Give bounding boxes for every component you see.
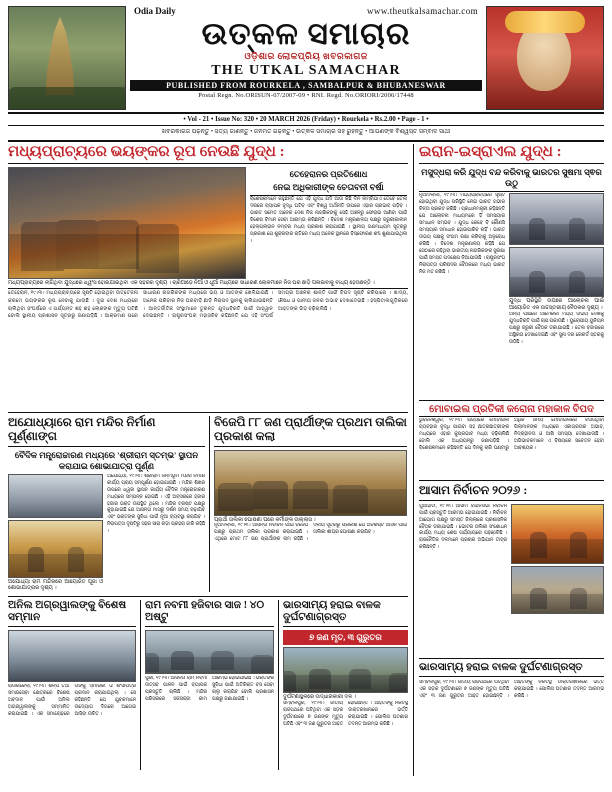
- ayodhya-text: [107, 474, 205, 593]
- iran-text-col: [419, 193, 505, 396]
- bjp-photo: [214, 450, 407, 516]
- bottom-right-body: ସମ୍ବଲପୁର, ୧୯।୩। ଜାତୀୟ ରାଜପଥରେ ଘଟିଥିବା ଏକ ସଡ଼କ ଦୁର୍ଘଟଣାରେ ୭ ଜଣଙ୍କ ମୃତ୍ୟୁ ଘଟିଛି ଏବଂ ୩ ଜଣ ଗୁରୁତର ଆହତ ହୋଇଛନ୍ତି । ଆହତଙ୍କୁ ନିକଟସ୍ଥ ଡାକ୍ତରଖାନାରେ ଭର୍ତ୍ତି କରାଯାଇଛି । ପୋଲିସ ଘଟଣାର ତଦନ୍ତ ଆରମ୍ଭ କରିଛି ।: [283, 701, 408, 727]
- mobile-headline: ମୋବାଇଲ ପ୍ରତିକୀ କରୋନା ମହାକାଳ ବିପଦ: [429, 403, 594, 415]
- assam-photo-1: [511, 504, 604, 564]
- iran-row: [419, 193, 604, 396]
- mobile-rule: [419, 416, 604, 417]
- bjp-photo-caption: ପ୍ରାର୍ଥୀ ତାଲିକା ଘୋଷଣା ପରେ କର୍ମୀଙ୍କ ଉଲ୍ଲାସ ।: [214, 516, 316, 523]
- lead-subhead-2: ନେଇ ଅଧିକାରୀଙ୍କ ଚେତାବନୀ ବର୍ଷା: [273, 182, 384, 193]
- iran-subhead: ମସୁଦ୍ଧରା କରି ଯୁଦ୍ଧ ବନ୍ଦ କରିବାକୁ ଭାରତର ସୁଷମା ସ୍ଵର ଉଠୁ: [421, 167, 602, 189]
- iran-body-2: ଅନ୍ୟ ପକ୍ଷରେ ଆମେରିକା ମଧ୍ୟ ଉଭୟ ଦେଶକୁ ଯୁଦ୍ଧବିରତି ପାଇଁ ଚାପ ପକାଉଛି । ୟୁରୋପୀୟ ୟୁନିୟନ ପକ୍ଷରୁ ଜରୁରୀ ବୈଠକ ଡକାଯାଇଛି । ତେଲ ବଜାରରେ ଅସ୍ଥିରତା ଦେଖାଦେଇଛି ଏବଂ ସୁନା ଦର ରେକର୍ଡ ସ୍ତରକୁ ଉଠିଛି ।: [509, 311, 604, 345]
- assam-media: [511, 504, 604, 654]
- right-bottom-body: ସମ୍ବଲପୁର, ୧୯।୩। ଜାତୀୟ ରାଜପଥରେ ଘଟିଥିବା ଏକ ସଡ଼କ ଦୁର୍ଘଟଣାରେ ୭ ଜଣଙ୍କ ମୃତ୍ୟୁ ଘଟିଛି ଏବଂ ୩ ଜଣ ଗୁରୁତର ଆହତ ହୋଇଛନ୍ତି । ଆହତଙ୍କୁ ନିକଟସ୍ଥ ଡାକ୍ତରଖାନାରେ ଭର୍ତ୍ତି କରାଯାଇଛି । ପୋଲିସ ଘଟଣାର ତଦନ୍ତ ଆରମ୍ଭ କରିଛି ।: [419, 679, 604, 699]
- lead-photo-block: [8, 167, 246, 279]
- casualty-band: ୭ ଜଣ ମୃତ, ୩ ଗୁରୁତର: [283, 630, 408, 645]
- ayodhya-headline: ଅଯୋଧ୍ୟାରେ ରାମ ମନ୍ଦିର ନିର୍ମାଣ ପୂର୍ଣ୍ଣାଙ୍ଗ: [8, 416, 205, 447]
- masthead: [8, 6, 604, 110]
- masthead-left-photo: [8, 6, 126, 110]
- bottom-left-headline: ଅନିଲ ଅଗ୍ରୱାଲଙ୍କୁ ବିଶେଷ ସମ୍ମାନ: [8, 600, 136, 627]
- lead-photo: [8, 167, 246, 279]
- ayodhya-body: ଅଯୋଧ୍ୟା, ୧୯।୩। ଶ୍ରୀରାମ ଜନ୍ମଭୂମି ମନ୍ଦିର ନିର୍ମାଣ କାର୍ଯ୍ୟ ପ୍ରାୟ ସମ୍ପୂର୍ଣ୍ଣ ହୋଇଯାଇଛି । ମନ୍ଦିର ଶିଖର ଉପରେ ଧ୍ୱଜା ସ୍ଥାପନ କାର୍ଯ୍ୟ ବୈଦିକ ମନ୍ତ୍ରୋଚ୍ଚାରଣ ମଧ୍ୟରେ ସମ୍ପନ୍ନ ହୋଇଛି । ଏହି ଅବସରରେ ହଜାର ହଜାର ଭକ୍ତ ଉପସ୍ଥିତ ଥିଲେ । ମନ୍ଦିର ଟ୍ରଷ୍ଟ ପକ୍ଷରୁ କୁହାଯାଇଛି ଯେ ଆସନ୍ତା ମାସରୁ ଦର୍ଶନ ସମୟ ବଢ଼ାଯିବ ଏବଂ ଭକ୍ତଙ୍କ ସୁବିଧା ପାଇଁ ନୂଆ ବ୍ୟବସ୍ଥା କରାଯିବ । ନିରାପତ୍ତା ଦୃଷ୍ଟିରୁ ସହର ସାରା କଡ଼ା ପ୍ରହରା ଜାରି ରହିଛି ।: [107, 473, 205, 535]
- assam-body: ଗୁଆହାଟୀ, ୧୯।୩। ଆସାମ ବିଧାନସଭା ନିର୍ବାଚନ ପାଇଁ ପ୍ରସ୍ତୁତି ଆରମ୍ଭ ହୋଇଯାଇଛି । ନିର୍ବାଚନ ଆୟୋଗ ପକ୍ଷରୁ ସମସ୍ତ ଜିଲ୍ଲାରେ ପ୍ରଶାସନିକ ବୈଠକ ଡକାଯାଇଛି । ଭୋଟର ତାଲିକା ସଂଶୋଧନ କାର୍ଯ୍ୟ ମଧ୍ୟ ଶେଷ ପର୍ଯ୍ୟାୟରେ ପହଞ୍ôଚିଛି । ରାଜନୈତିକ ଦଳମାନେ ପ୍ରଚାର ଅଭିଯାନ ତୀବ୍ର କରିଛନ୍ତି ।: [419, 503, 507, 551]
- main-column: [8, 144, 408, 776]
- iran-headline: ଇରାନ-ଇସ୍ରାଏଲ ଯୁଦ୍ଧ :: [419, 144, 604, 164]
- bjp-block: [209, 416, 407, 592]
- issue-line: • Vol - 21 • Issue No: 320 • 20 MARCH 2026 (Friday) • Rourkela • Rs.2.00 • Page - 1 •: [183, 116, 429, 123]
- bottom-left-body: ରାଉରକେଲା, ୧୯।୩। ଶିଳ୍ପ ତଥା ସମାଜସେବା କ୍ଷେତ୍ରରେ ବିଶେଷ ଅବଦାନ ପାଇଁ ଅନିଲ ଅଗ୍ରୱାଲଙ୍କୁ ସମ୍ମାନିତ କରାଯାଇଛି । ଏକ ସମାରୋହରେ ତାଙ୍କୁ ସ୍ମାରକୀ ଓ ଶଂସାପତ୍ର ପ୍ରଦାନ କରାଯାଇଥିଲା । ସେ କହିଛନ୍ତି ଯେ ଯୁବକମାନେ ଉଦ୍ୟୋଗ ଦିଗରେ ଆଗେଇ ଆସିବା ଉଚିତ ।: [8, 684, 136, 718]
- bottom-right-photo-caption: ଦୁର୍ଘଟଣାସ୍ଥଳରେ ଉଦ୍ଧାରକାରୀ ଦଳ ।: [283, 694, 356, 701]
- ayodhya-photo-portrait: [8, 474, 103, 518]
- bottom-mid-headline: ରାମ ନବମୀ ହଜିବାର ସାଜ ! ୪୦ ଅଷ୍ଟୁ: [145, 600, 274, 627]
- masthead-center: [130, 6, 482, 110]
- masthead-title-odia: ଉତ୍କଳ ସମାଚାର: [201, 16, 411, 51]
- assam-headline: ଆସାମ ନିର୍ବାଚନ ୨୦୨୬ :: [419, 484, 604, 501]
- bottom-mid-body: ପୁରୀ, ୧୯।୩। ଆସନ୍ତା ରାମ ନବମୀ ଉତ୍ସବ ପାଳନ ପାଇଁ ବ୍ୟାପକ ପ୍ରସ୍ତୁତି ଚାଲିଛି । ମନ୍ଦିର ପରିସରରେ ସଜସଜ୍ଜା କାମ ଆରମ୍ଭ ହୋଇଯାଇଛି । ଭକ୍ତଙ୍କ ସୁବିଧା ପାଇଁ ଅତିରିକ୍ତ ବସ ସେବା ଚାଲୁ କରାଯିବ ବୋଲି ପ୍ରଶାସନ ପକ୍ଷରୁ ଜଣାଯାଇଛି ।: [145, 676, 274, 703]
- masthead-title-english: THE UTKAL SAMACHAR: [211, 62, 401, 78]
- bottom-right-photo: [283, 647, 408, 693]
- ayodhya-block: [8, 416, 205, 592]
- registration-line: Postal Regn. No.ORISUN-07/2007-09 • RNI. Regd. No.ORIORI/2006/17448: [198, 91, 414, 99]
- website-url[interactable]: www.theutkalsamachar.com: [367, 6, 478, 16]
- iran-rule: [419, 191, 604, 192]
- iran-photo-2: [509, 247, 604, 297]
- bottom-right-block: [278, 600, 408, 770]
- bjp-headline: ବିଜେପି ୮୮ ଜଣ ପ୍ରାର୍ଥୀଙ୍କ ପ୍ରଥମ ତାଲିକା ପ୍ରକାଶ କଲା: [214, 416, 407, 447]
- bottom-section: [8, 596, 408, 770]
- bottom-left-block: [8, 600, 136, 770]
- iran-body: ନୂଆଦିଲ୍ଲୀ, ୧୯।୩। ମଧ୍ୟପ୍ରାଚ୍ୟରେ ସୃଷ୍ଟି ହୋଇଥିବା ଯୁଦ୍ଧ ପରିସ୍ଥିତି ନେଇ ଭାରତ ଗଭୀର ଚିନ୍ତା ପ୍ରକଟ କରିଛି । ପ୍ରଧାନମନ୍ତ୍ରୀ କହିଛନ୍ତି ଯେ ଆଲୋଚନା ମାଧ୍ୟମରେ ହିଁ ସମସ୍ୟାର ସମାଧାନ ସମ୍ଭବ । ଯୁଦ୍ଧ କେବେ ବି କୌଣସି ସମସ୍ୟାର ସମାଧାନ ହୋଇପାରିବ ନାହିଁ । ଭାରତ ଉଭୟ ପକ୍ଷକୁ ସଂଯମ ରକ୍ଷା କରିବାକୁ ଅନୁରୋଧ କରିଛି । ବିଦେଶ ମନ୍ତ୍ରଣାଳୟ କହିଛି ଯେ ସେଠାରେ ରହିଥିବା ଭାରତୀୟ ନାଗରିକଙ୍କ ସୁରକ୍ଷା ପାଇଁ ସମସ୍ତ ପଦକ୍ଷେପ ନିଆଯାଉଛି । ରାଷ୍ଟ୍ରସଂଘ ନିରାପତ୍ତା ପରିଷଦର ବୈଠକରେ ମଧ୍ୟ ଭାରତ ନିଜ ମତ ରଖିଛି ।: [419, 193, 505, 275]
- banner-strip: ଖବରକାଗଜ ପଢ଼ନ୍ତୁ • ସତ୍ୟ ଜାଣନ୍ତୁ • ଜନମତ ଗଢ଼ନ୍ତୁ • ଉତ୍କଳ ସମାଚାର ସହ ରୁହନ୍ତୁ • ଆପଣଙ୍କ ବିଶ୍ୱସ୍ତ ସମ୍ବାଦ ସାଥୀ: [161, 128, 451, 135]
- mobile-body: ଭୁବନେଶ୍ୱର, ୧୯।୩। ରାଜ୍ୟରେ ମୋବାଇଲ ବ୍ୟବହାର ବୃଦ୍ଧି ପାଇବା ସହ ଛାତ୍ରଛାତ୍ରୀଙ୍କ ମଧ୍ୟରେ ଏହାର କୁପ୍ରଭାବ ମଧ୍ୟ ବଢ଼ିଚାଲିଛି ବୋଲି ଏକ ଅଧ୍ୟୟନରୁ ଜଣାପଡ଼ିଛି । ବିଶେଷଜ୍ଞମାନେ କହିଛନ୍ତି ଯେ ଦିନକୁ ଚାରି ଘଣ୍ଟାରୁ ଅଧିକ ସମୟ ମୋବାଇଲରେ ବିତାଉଥିବା ପିଲାମାନଙ୍କ ମଧ୍ୟରେ ଏକାଗ୍ରତାର ଅଭାବ, ନିଦ୍ରାହୀନତା ଓ ଆଖି ସମସ୍ୟା ଦେଖାଯାଉଛି । ଅଭିଭାବକମାନେ ଏ ବିଷୟରେ ସଚେତନ ହେବା ଆବଶ୍ୟକ ।: [419, 417, 604, 451]
- second-section: [8, 412, 408, 592]
- masthead-rule: [8, 112, 604, 114]
- content-grid: [8, 144, 604, 776]
- lead-body-left: ତେହେରାନ, ୧୯।୩। ମଧ୍ୟପ୍ରାଚ୍ୟରେ ସୃଷ୍ଟି ହୋଇଥିବା ଉତ୍ତେଜନା କ୍ରମେ ଭୟଙ୍କର ରୂପ ନେବାକୁ ଯାଉଛି । ଦୁଇ ଦେଶ ମଧ୍ୟରେ ଚାଲିଥିବା ସଂଘର୍ଷରେ ଏ ପର୍ଯ୍ୟନ୍ତ ଶହ ଶହ ଲୋକଙ୍କ ମୃତ୍ୟୁ ଘଟିଛି ବୋଲି ସ୍ଥାନୀୟ ପ୍ରଶାସନ ସୂତ୍ରରୁ ଜଣାପଡ଼ିଛି । ଆକ୍ରମଣ ପରେ ସାଧାରଣ ନାଗରିକଙ୍କ ମଧ୍ୟରେ ଭୟ ଓ ଆତଙ୍କ ଖେଳିଯାଇଛି । ଅନେକ ପରିବାର ନିଜ ଘରବାଡ଼ି ଛାଡ଼ି ନିରାପଦ ସ୍ଥାନକୁ ଚାଲିଯାଇଛନ୍ତି । ଆନ୍ତର୍ଜାତିକ ସଂସ୍ଥାମାନେ ତୁରନ୍ତ ଯୁଦ୍ଧବିରତି ପାଇଁ ଆହ୍ୱାନ ଦେଇଛନ୍ତି । ରାଷ୍ଟ୍ରସଂଘର ମହାସଚିବ କହିଛନ୍ତି ଯେ ଏହି ସଂଘର୍ଷ ସମଗ୍ର ଅଞ୍ଚଳର ଶାନ୍ତି ପାଇଁ ବିପଦ ସୃଷ୍ଟି କରିପାରେ । ଖାଦ୍ୟ, ଔଷଧ ଓ ପାନୀୟ ଜଳର ଅଭାବ ଦେଖାଦେଇଛି । ହସ୍ପିଟାଲଗୁଡ଼ିକରେ ଆହତଙ୍କ ଭିଡ଼ ବଢ଼ିଚାଲିଛି ।: [8, 290, 408, 320]
- ayodhya-subhead: ବୈଦିକ ମନ୍ତ୍ରୋଚ୍ଚାରଣ ମଧ୍ୟରେ 'ଶ୍ରୀରାମ ସ୍ତମ୍ଭ' ସ୍ଥାପନ କରାଯାଇ ଶୋଭାଯାତ୍ରା ପୂର୍ଣ୍ଣ: [14, 449, 199, 471]
- right-bottom-section: [419, 658, 604, 776]
- ayodhya-photo-temple: [8, 520, 103, 578]
- assam-row: [419, 504, 604, 654]
- bottom-right-headline: ଭାରସାମ୍ୟ ହରାଇ ବାଳକ ଦୁର୍ଘଟଣାଗ୍ରସ୍ତ: [283, 600, 408, 627]
- iran-photo-1: [509, 193, 604, 245]
- ayodhya-photo-caption: ଅଯୋଧ୍ୟା ରାମ ମନ୍ଦିରରେ ଆୟୋଜିତ ପୂଜା ଓ ଶୋଭାଯାତ୍ରାର ଦୃଶ୍ୟ ।: [8, 578, 103, 592]
- mobile-section: [419, 400, 604, 476]
- lead-photo-caption: ମଧ୍ୟପ୍ରାଚ୍ୟରେ ଲାଗିଥିବା ଯୁଦ୍ଧରେ ଧ୍ୱଂସ ହୋଇଯାଇଥିବା ଏକ ସହରର ଦୃଶ୍ୟ । ଚାରିଆଡ଼େ ନିଆଁ ଓ ଧୂଆଁ ମଧ୍ୟରେ ସାଧାରଣ ଲୋକମାନେ ନିଜ ଘର ଛାଡ଼ି ପଳାଇବାକୁ ବାଧ୍ୟ ହେଉଛନ୍ତି ।: [8, 280, 375, 287]
- iran-photo-caption: ଯୁଦ୍ଧ ପରିସ୍ଥିତି ଉପରେ ଆଲୋଚନା ପାଇଁ ଆୟୋଜିତ ଏକ ଉଚ୍ଚସ୍ତରୀୟ ବୈଠକର ଦୃଶ୍ୟ ।: [509, 298, 604, 312]
- masthead-right-photo: [486, 6, 604, 110]
- right-bottom-headline: ଭାରସାମ୍ୟ ହରାଇ ବାଳକ ଦୁର୍ଘଟଣାଗ୍ରସ୍ତ: [419, 662, 604, 677]
- assam-text: [419, 504, 507, 654]
- issue-rule: [8, 125, 604, 126]
- iran-media-col: [509, 193, 604, 396]
- masthead-subtitle-odia: ଓଡ଼ିଶାର ଲୋକପ୍ରିୟ ଖବରକାଗଜ: [244, 50, 368, 61]
- ayodhya-photos: [8, 474, 103, 593]
- assam-section: [419, 480, 604, 654]
- ayodhya-media-row: [8, 474, 205, 593]
- right-column: [413, 144, 604, 776]
- lead-subhead-block: [250, 167, 407, 279]
- lead-subhead-1: ତେହେରାନର ପ୍ରତିଶୋଧ: [289, 169, 368, 180]
- bjp-body: ନୂଆଦିଲ୍ଲୀ, ୧୯।୩। ଆସନ୍ତା ନିର୍ବାଚନ ପାଇଁ ବିଜେପି ପକ୍ଷରୁ ପ୍ରଥମ ତାଲିକା ପ୍ରକାଶ କରାଯାଇଛି । ଏଥିରେ ମୋଟ ୮୮ ଜଣ ପ୍ରାର୍ଥୀଙ୍କ ନାମ ରହିଛି । ଦଳୀୟ ସୂତ୍ରରୁ ପ୍ରକାଶ ଯେ ଅବଶିଷ୍ଟ ଆସନ ପାଇଁ ତାଲିକା ଶୀଘ୍ର ଘୋଷଣା କରାଯିବ ।: [214, 523, 407, 543]
- bottom-left-photo: [8, 630, 136, 682]
- bottom-mid-block: [140, 600, 274, 770]
- bottom-mid-photo: [145, 630, 274, 674]
- lead-top-row: [8, 167, 408, 279]
- odia-daily-label: Odia Daily: [134, 6, 176, 16]
- lead-headline: ମଧ୍ୟପ୍ରାଚ୍ୟରେ ଭୟଙ୍କର ରୂପ ନେଉଛି ଯୁଦ୍ଧ :: [8, 144, 408, 164]
- assam-photo-2: [511, 566, 604, 614]
- banner-rule: [8, 140, 604, 142]
- published-from-band: PUBLISHED FROM ROURKELA , SAMBALPUR & BHUBANESWAR: [130, 80, 482, 91]
- lead-body-right: ବିଶେଷଜ୍ଞମାନେ କହୁଛନ୍ତି ଯେ ଏହି ଯୁଦ୍ଧ ଯଦି ଆଉ କିଛି ଦିନ ଲମ୍ବିଯାଏ ତେବେ ତେଲ ଦରରେ ବ୍ୟାପକ ବୃଦ୍ଧି ଘଟିବ ଏବଂ ବିଶ୍ୱ ଅର୍ଥନୀତି ଉପରେ ଏହାର ପ୍ରଭାବ ପଡ଼ିବ । ଭାରତ ସମେତ ଅନେକ ଦେଶ ନିଜ ନାଗରିକଙ୍କୁ ସେହି ଅଞ୍ଚଳରୁ ଫେରାଇ ଆଣିବା ପାଇଁ ବିଶେଷ ବିମାନ ସେବା ଆରମ୍ଭ କରିଛନ୍ତି । ବିଦେଶ ମନ୍ତ୍ରଣାଳୟ ପକ୍ଷରୁ ଜରୁରୀକାଳୀନ ହେଲ୍ପଲାଇନ ନମ୍ବର ମଧ୍ୟ ପ୍ରକାଶ କରାଯାଇଛି । ସ୍ଥାନୀୟ ଗଣମାଧ୍ୟମ ସୂତ୍ରରୁ ପ୍ରକାଶ ଯେ ଶୁକ୍ରବାର ରାତିରେ ମଧ୍ୟ ଅନେକ ସ୍ଥାନରେ ବିସ୍ଫୋରଣ ଶବ୍ଦ ଶୁଣାଯାଇଥିଲା ।: [250, 197, 407, 245]
- lead-rule: [8, 288, 408, 289]
